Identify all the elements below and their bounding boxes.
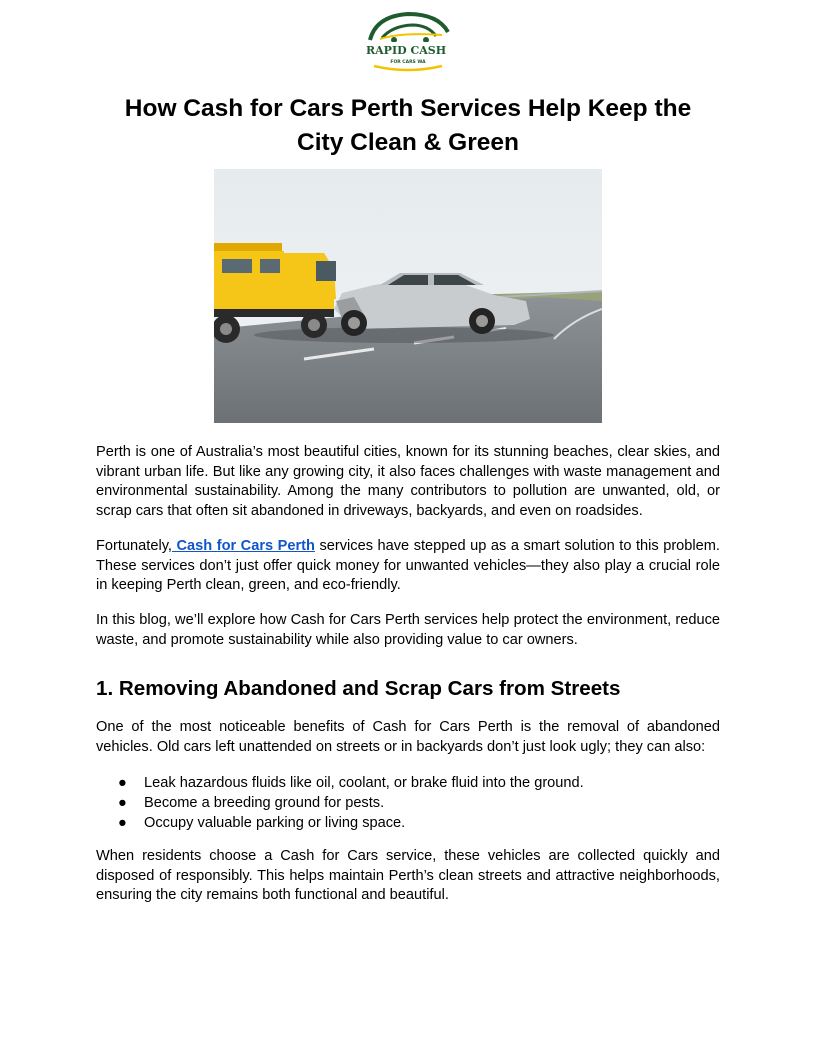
list-item-text: Occupy valuable parking or living space. xyxy=(144,815,406,831)
list-item xyxy=(96,813,720,833)
tow-truck-hero-image xyxy=(214,169,602,423)
rapid-cash-logo xyxy=(362,10,454,72)
logo-tagline: FOR CARS WA xyxy=(390,60,426,65)
section-1-heading: 1. Removing Abandoned and Scrap Cars from Streets xyxy=(96,677,621,700)
cash-for-cars-perth-link[interactable]: Cash for Cars Perth xyxy=(171,538,315,554)
bullet-icon: ● xyxy=(118,795,127,811)
title-line-1: How Cash for Cars Perth Services Help Keep the xyxy=(124,95,692,122)
blog-overview-paragraph: In this blog, we’ll explore how Cash for Cars Perth services help protect the environment, reduce waste, and promote sustainability while also providing value to car owners. xyxy=(96,612,720,648)
section-1-intro-paragraph: One of the most noticeable benefits of Cash for Cars Perth is the removal of abandoned vehicles. Old cars left unattended on streets or in backyards don’t just look ugly; they can also: xyxy=(96,719,720,755)
bullet-icon: ● xyxy=(118,775,127,791)
solution-paragraph xyxy=(96,537,720,596)
section-1-closing-paragraph: When residents choose a Cash for Cars service, these vehicles are collected quickly and disposed of responsibly. This helps maintain Perth’s clean streets and attractive neighborhoods, ensuring the city remains both functional and beautiful. xyxy=(96,848,720,903)
intro-paragraph: Perth is one of Australia’s most beautiful cities, known for its stunning beaches, clear skies, and vibrant urban life. But like any growing city, it also faces challenges with waste management and environmental sustainability. Among the many contributors to pollution are unwanted, old, or scrap cars that often sit abandoned in driveways, backyards, and even on roadsides. xyxy=(96,444,720,519)
list-item xyxy=(96,773,720,793)
solution-prefix: Fortunately, xyxy=(96,538,172,554)
title-line-2: City Clean & Green xyxy=(297,129,519,156)
bullet-icon: ● xyxy=(118,815,127,831)
list-item xyxy=(96,793,720,813)
list-item-text: Leak hazardous fluids like oil, coolant, or brake fluid into the ground. xyxy=(144,775,584,791)
page-title xyxy=(96,92,720,160)
solution-suffix: services have stepped up as a smart solution to this problem. These services don’t just offer quick money for unwanted vehicles—they also play a crucial role in keeping Perth clean, green, and eco-friendly. xyxy=(96,538,720,593)
hazards-list xyxy=(96,773,720,833)
logo-wordmark: RAPID CASH xyxy=(366,44,447,57)
list-item-text: Become a breeding ground for pests. xyxy=(144,795,385,811)
